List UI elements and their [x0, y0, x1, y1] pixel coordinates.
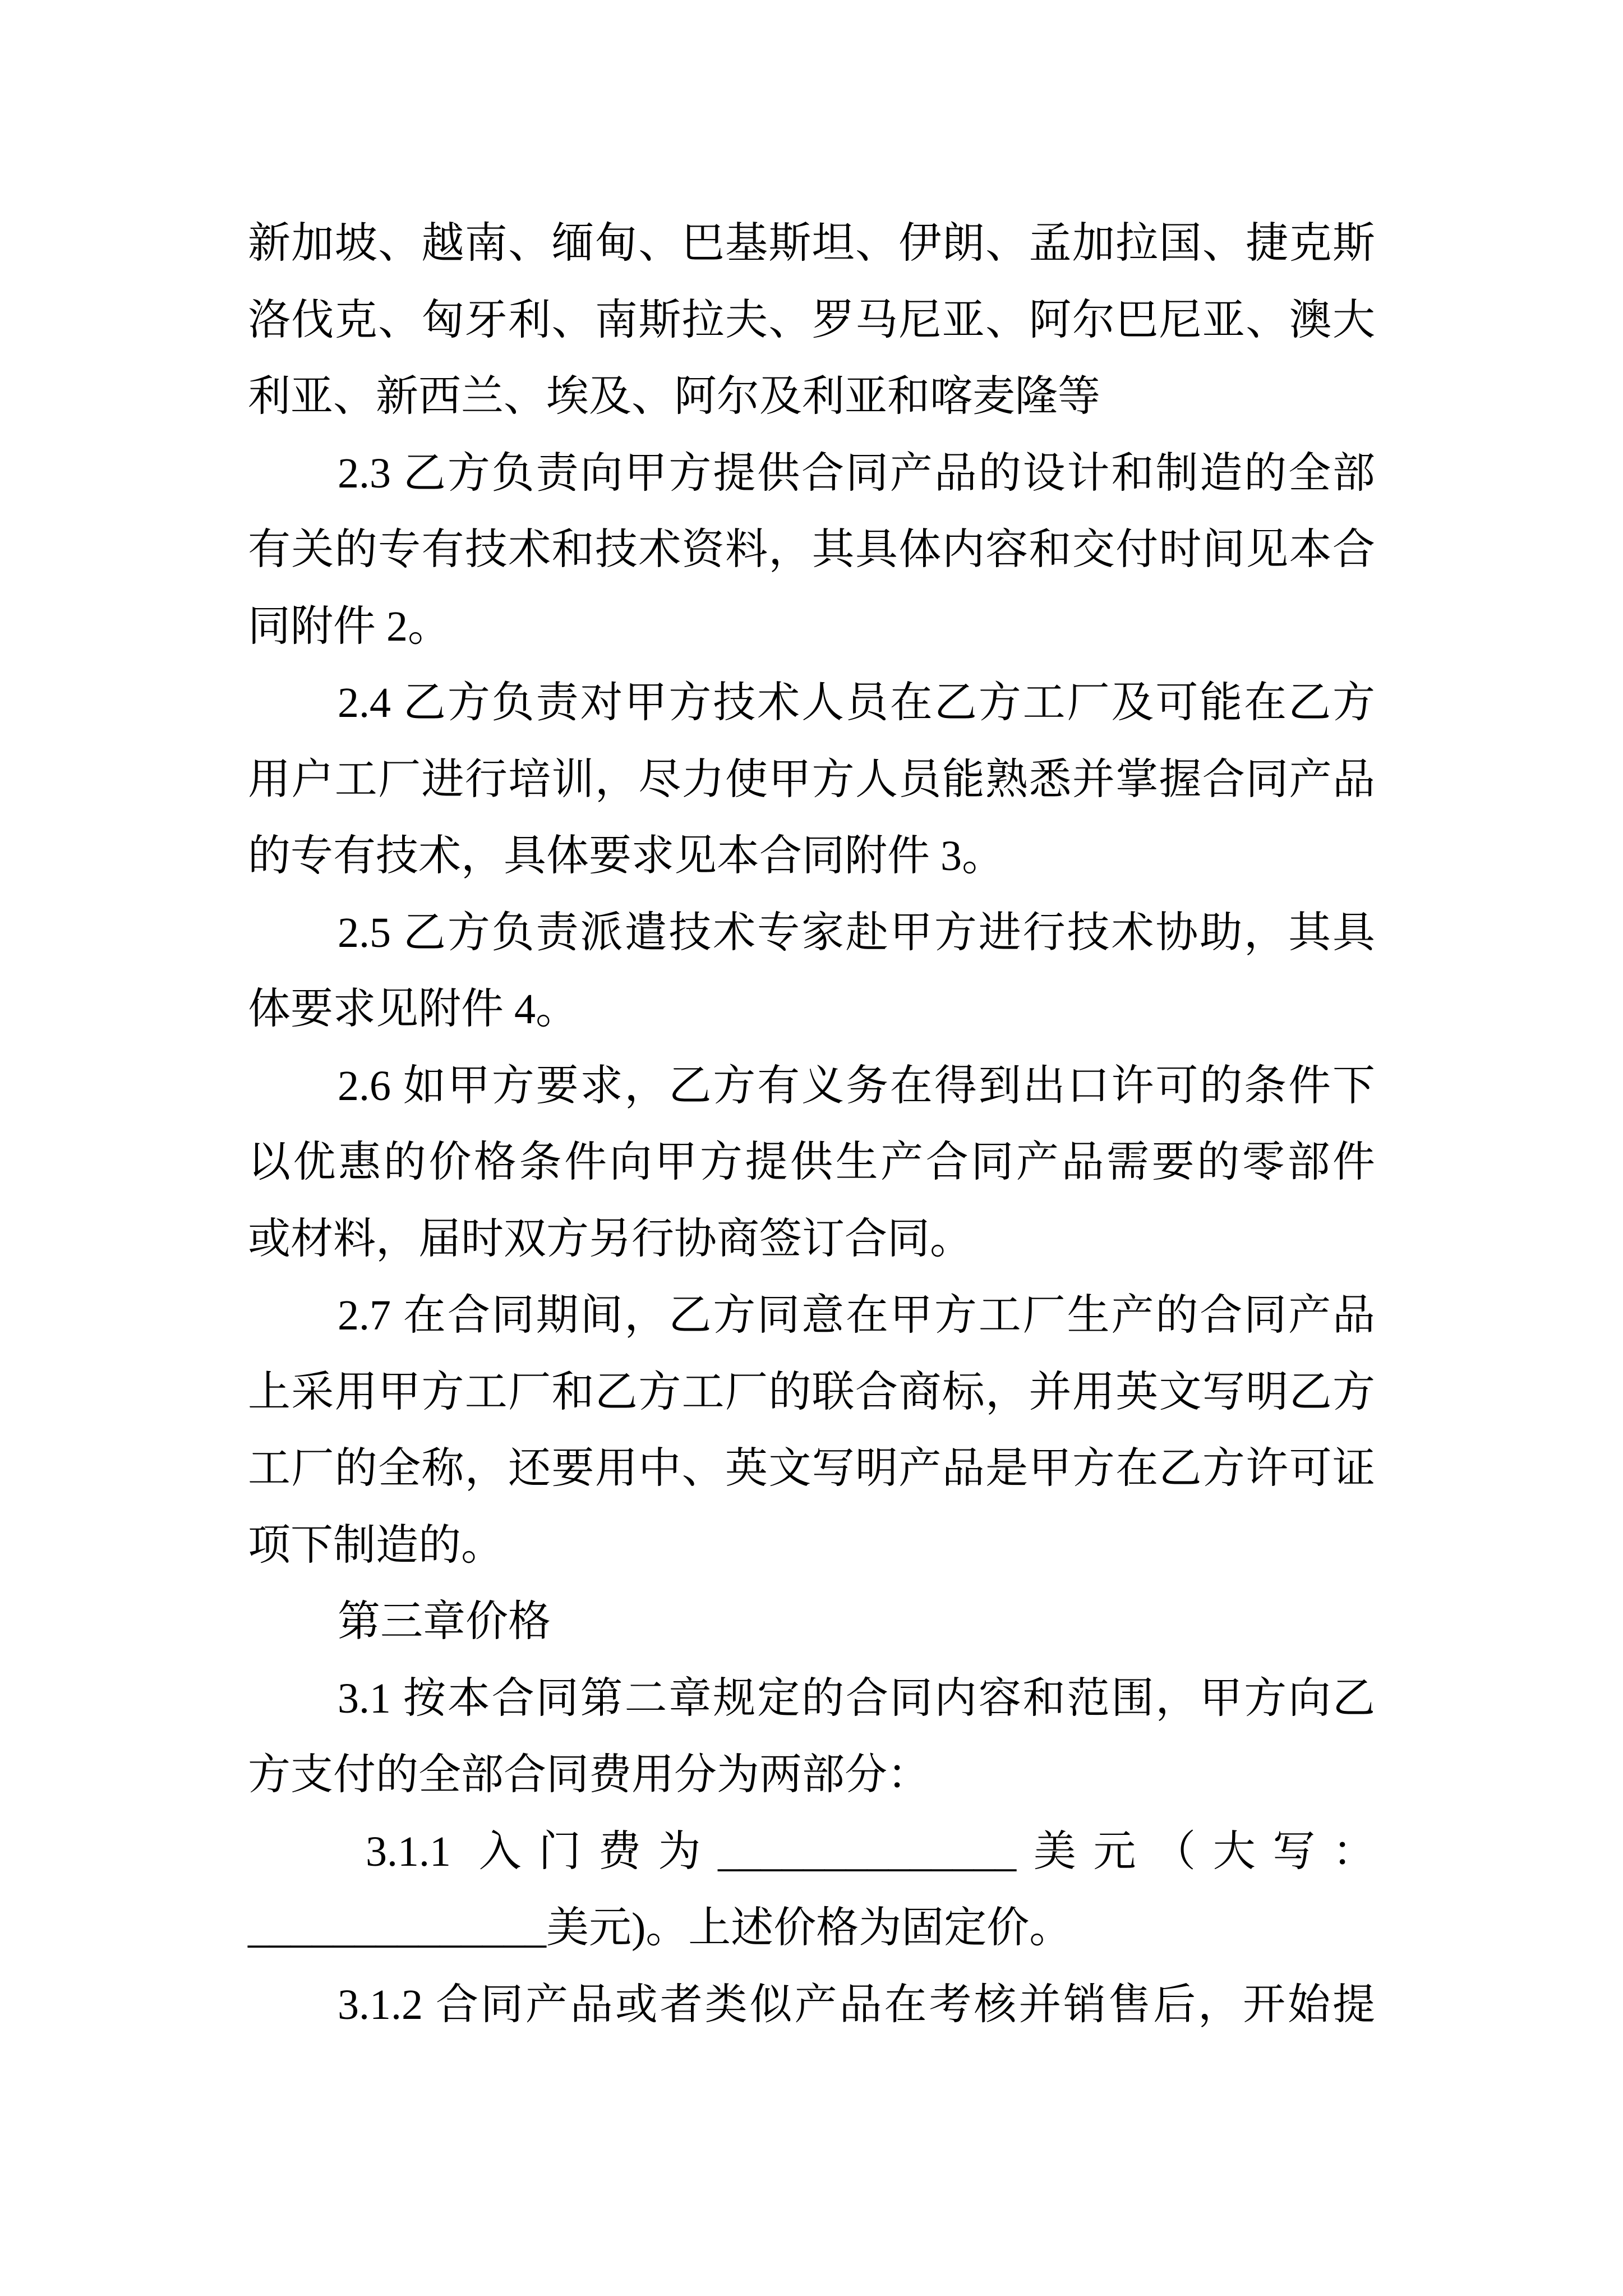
text-line: 利亚、新西兰、埃及、阿尔及利亚和喀麦隆等 — [248, 373, 1100, 420]
text-line: 3.1.2 合同产品或者类似产品在考核并销售后，开始提 — [338, 1981, 1375, 2028]
text-line: 项下制造的。 — [248, 1521, 504, 1569]
text-line: 上采用甲方工厂和乙方工厂的联合商标，并用英文写明乙方 — [248, 1368, 1375, 1416]
text-line: 体要求见附件 4。 — [248, 986, 578, 1033]
text-line: 的专有技术，具体要求见本合同附件 3。 — [248, 832, 1004, 880]
text-line: 3.1.1 入门费为______________美元（大写： — [366, 1828, 1375, 1875]
text-block — [248, 205, 1375, 2043]
text-line: ______________美元)。上述价格为固定价。 — [248, 1904, 1072, 1952]
text-line: 工厂的全称，还要用中、英文写明产品是甲方在乙方许可证 — [248, 1445, 1375, 1492]
text-line: 2.3 乙方负责向甲方提供合同产品的设计和制造的全部 — [338, 449, 1375, 497]
text-line: 同附件 2。 — [248, 602, 450, 650]
text-line: 洛伐克、匈牙利、南斯拉夫、罗马尼亚、阿尔巴尼亚、澳大 — [248, 296, 1375, 344]
text-line: 3.1 按本合同第二章规定的合同内容和范围，甲方向乙 — [338, 1674, 1375, 1722]
text-line: 或材料，届时双方另行协商签订合同。 — [248, 1215, 972, 1263]
text-line: 方支付的全部合同费用分为两部分： — [248, 1751, 930, 1798]
text-line: 有关的专有技术和技术资料，其具体内容和交付时间见本合 — [248, 526, 1375, 573]
text-line: 新加坡、越南、缅甸、巴基斯坦、伊朗、孟加拉国、捷克斯 — [248, 220, 1375, 267]
text-line: 2.4 乙方负责对甲方技术人员在乙方工厂及可能在乙方 — [338, 679, 1375, 726]
text-line: 第三章价格 — [338, 1598, 551, 1645]
text-line: 2.7 在合同期间，乙方同意在甲方工厂生产的合同产品 — [338, 1292, 1375, 1339]
text-line: 2.5 乙方负责派遣技术专家赴甲方进行技术协助，其具 — [338, 909, 1375, 956]
text-line: 以优惠的价格条件向甲方提供生产合同产品需要的零部件 — [248, 1139, 1375, 1186]
text-line: 2.6 如甲方要求，乙方有义务在得到出口许可的条件下 — [338, 1062, 1375, 1110]
text-line: 用户工厂进行培训，尽力使甲方人员能熟悉并掌握合同产品 — [248, 756, 1375, 803]
